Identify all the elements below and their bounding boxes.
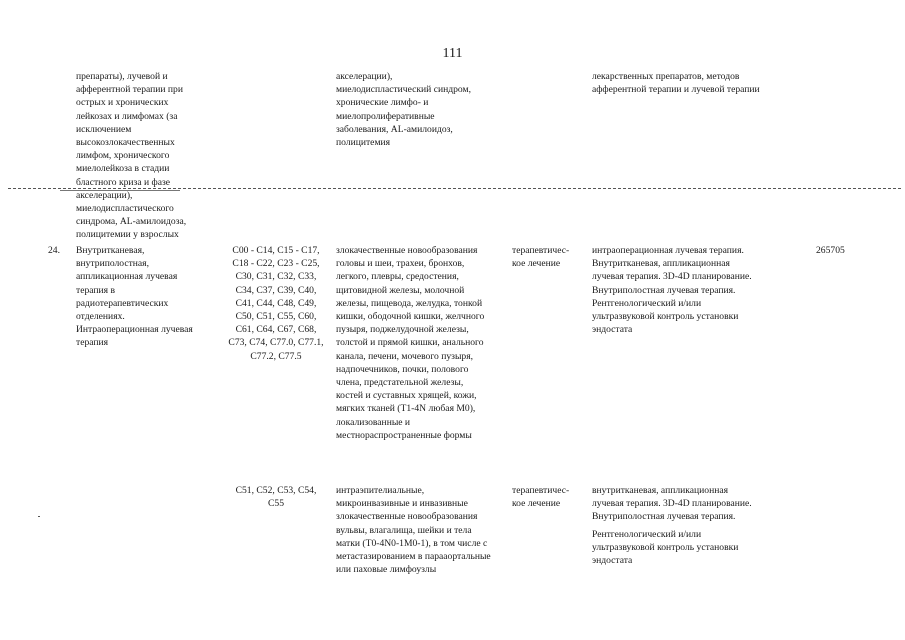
row-number: 24. <box>48 245 60 256</box>
row-price: 265705 <box>816 245 845 256</box>
scan-divider-line-short <box>60 190 180 191</box>
row-treatment-2: терапевтичес- кое лечение <box>512 485 570 510</box>
scan-divider-line <box>8 188 901 189</box>
row-codes-2: C51, C52, C53, C54, C55 <box>235 485 317 510</box>
continued-row-disease: акселерации), миелодиспластический синдром, хронические лимфо- и миелопролиферативные заболевания, AL-амилоидоз, полицитемия <box>336 71 472 149</box>
row-name: Внутритканевая, внутриполостная, аппликационная лучевая терапия в радиотерапевтических отделениях. Интраоперационная лучевая терапия <box>76 245 193 349</box>
scan-speck <box>38 516 40 517</box>
row-method-2a: внутритканевая, аппликационная лучевая терапия. 3D-4D планирование. Внутриполостная лучевая терапия. <box>592 485 752 523</box>
row-disease-1: злокачественные новообразования головы и шеи, трахеи, бронхов, легкого, плевры, средостения, щитовидной железы, молочной железы, пищевода, желудка, тонкой кишки, ободочной кишки, желчного пузыря, поджелудочной железы, толстой и прямой кишки, анального канала, печени, мочевого пузыря, надпочечников, почки, полового члена, предстательной железы, костей и суставных хрящей, кожи, мягких тканей (T1-4N любая M0), локализованные и местнораспространенные формы <box>336 245 485 441</box>
row-treatment-1: терапевтичес- кое лечение <box>512 245 570 270</box>
continued-row-name: препараты), лучевой и афферентной терапии при острых и хронических лейкозах и лимфомах (за исключением высокозлокачественных лимфом, хронического миелолейкоза в стадии бластного криза и фазе акселерации), миелодиспластического синдрома, AL-амилоидоза, полицитемии у взрослых <box>76 71 187 241</box>
row-method-2b: Рентгенологический и/или ультразвуковой контроль установки эндостата <box>592 529 739 567</box>
row-disease-2: интраэпителиальные, микроинвазивные и инвазивные злокачественные новообразования вульвы, влагалища, шейки и тела матки (T0-4N0-1M0-1), в том числе с метастазированием в парааортальные или паховые лимфоузлы <box>336 485 491 576</box>
row-method-1: интраоперационная лучевая терапия. Внутритканевая, аппликационная лучевая терапия. 3D-4D планирование. Внутриполостная лучевая терапия. Рентгенологический и/или ультразвуковой контроль установки эндостата <box>592 245 752 336</box>
page-number: 111 <box>442 46 463 61</box>
continued-row-method: лекарственных препаратов, методов афферентной терапии и лучевой терапии <box>592 71 760 96</box>
row-codes-1: C00 - C14, C15 - C17, C18 - C22, C23 - C25, C30, C31, C32, C33, C34, C37, C39, C40, C41, C44, C48, C49, C50, C51, C55, C60, C61, C64, C67, C68, C73, C74, C77.0, C77.1, C77.2, C77.5 <box>228 245 324 362</box>
